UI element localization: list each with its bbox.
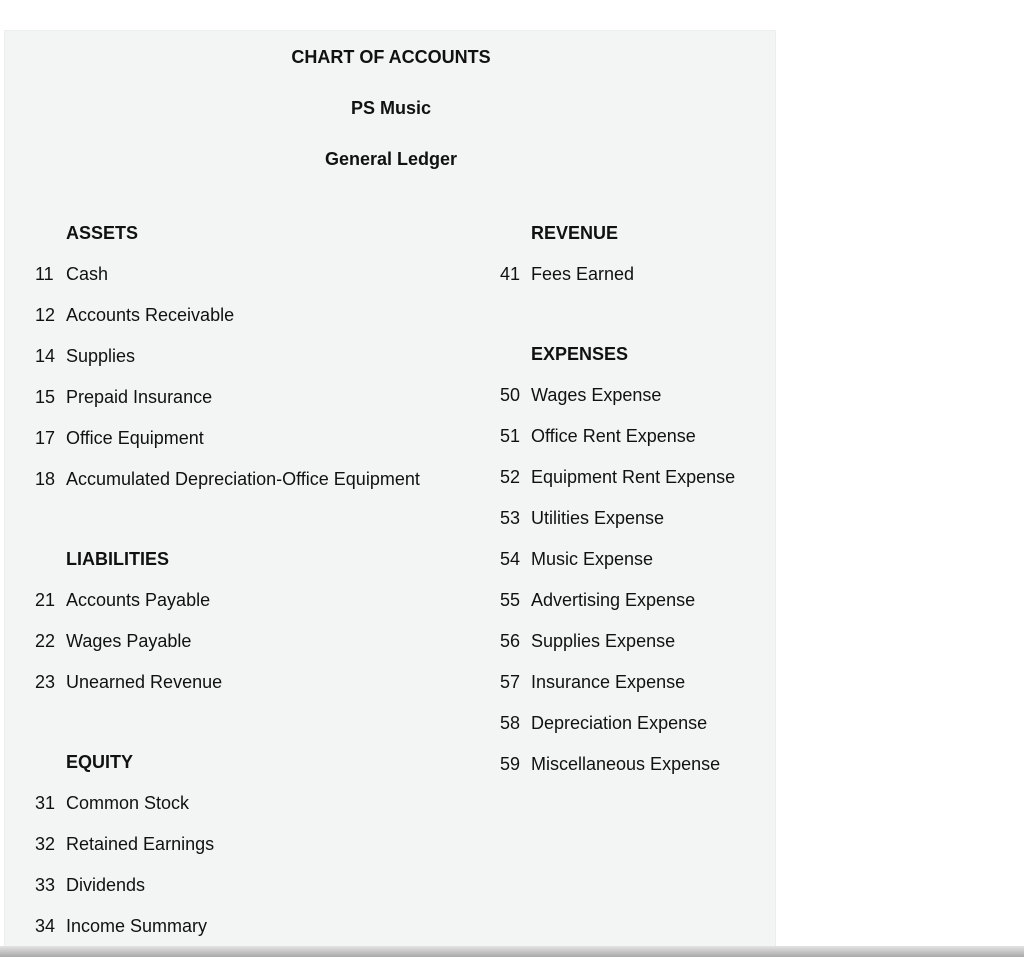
account-row <box>35 263 108 285</box>
account-number: 59 <box>500 754 521 774</box>
section-revenue-label: REVENUE <box>531 223 619 243</box>
account-number: 56 <box>500 631 521 651</box>
company-name: PS Music <box>350 98 432 118</box>
account-row <box>500 466 735 488</box>
account-name: Supplies Expense <box>531 631 676 651</box>
account-row <box>500 712 707 734</box>
account-row <box>500 589 695 611</box>
account-number: 54 <box>500 549 521 569</box>
account-name: Insurance Expense <box>531 672 686 692</box>
account-number: 12 <box>35 305 56 325</box>
account-number: 33 <box>35 875 56 895</box>
chart-of-accounts-panel <box>4 30 776 957</box>
section-expenses-label: EXPENSES <box>531 344 629 364</box>
account-name: Office Equipment <box>66 428 204 448</box>
account-name: Supplies <box>66 346 136 366</box>
account-number: 52 <box>500 467 521 487</box>
account-row <box>500 630 675 652</box>
account-row <box>500 548 653 570</box>
account-number: 18 <box>35 469 56 489</box>
account-name: Miscellaneous Expense <box>531 754 721 774</box>
account-name: Accounts Payable <box>66 590 211 610</box>
account-number: 23 <box>35 672 56 692</box>
section-assets-label: ASSETS <box>66 223 139 243</box>
account-row <box>35 630 191 652</box>
account-row <box>35 833 214 855</box>
account-name: Common Stock <box>66 793 190 813</box>
account-row <box>35 589 210 611</box>
account-row <box>35 345 135 367</box>
account-name: Unearned Revenue <box>66 672 223 692</box>
account-name: Prepaid Insurance <box>66 387 213 407</box>
section-equity-label: EQUITY <box>66 752 134 772</box>
account-name: Cash <box>66 264 109 284</box>
account-row <box>500 425 696 447</box>
account-name: Wages Expense <box>531 385 662 405</box>
ledger-title: General Ledger <box>324 149 458 169</box>
account-row <box>35 427 204 449</box>
account-row <box>500 753 720 775</box>
account-number: 57 <box>500 672 521 692</box>
account-row <box>35 304 234 326</box>
account-row <box>500 384 661 406</box>
account-number: 31 <box>35 793 56 813</box>
account-number: 55 <box>500 590 521 610</box>
account-number: 11 <box>35 264 54 284</box>
account-number: 53 <box>500 508 521 528</box>
account-row <box>35 468 420 490</box>
account-name: Accounts Receivable <box>66 305 235 325</box>
account-number: 22 <box>35 631 56 651</box>
account-name: Office Rent Expense <box>531 426 696 446</box>
account-name: Accumulated Depreciation-Office Equipment <box>66 469 420 489</box>
section-liabilities-label: LIABILITIES <box>66 549 169 569</box>
account-name: Music Expense <box>531 549 654 569</box>
account-number: 34 <box>35 916 56 936</box>
account-row <box>35 386 212 408</box>
account-number: 58 <box>500 713 521 733</box>
account-name: Fees Earned <box>531 264 635 284</box>
account-name: Equipment Rent Expense <box>531 467 736 487</box>
account-number: 32 <box>35 834 56 854</box>
account-number: 50 <box>500 385 521 405</box>
account-number: 21 <box>35 590 56 610</box>
account-name: Utilities Expense <box>531 508 665 528</box>
account-name: Dividends <box>66 875 146 895</box>
bottom-edge-shadow <box>0 946 1024 957</box>
account-name: Retained Earnings <box>66 834 215 854</box>
account-number: 14 <box>35 346 56 366</box>
document-title: CHART OF ACCOUNTS <box>291 47 491 67</box>
account-name: Wages Payable <box>66 631 192 651</box>
account-row <box>35 874 145 896</box>
account-number: 51 <box>500 426 521 446</box>
account-name: Advertising Expense <box>531 590 696 610</box>
account-number: 17 <box>35 428 56 448</box>
account-row <box>500 263 634 285</box>
account-row <box>35 915 207 937</box>
account-row <box>500 507 664 529</box>
account-name: Income Summary <box>66 916 208 936</box>
account-row <box>35 671 222 693</box>
account-row <box>500 671 685 693</box>
account-number: 15 <box>35 387 56 407</box>
account-number: 41 <box>500 264 521 284</box>
account-row <box>35 792 189 814</box>
account-name: Depreciation Expense <box>531 713 708 733</box>
